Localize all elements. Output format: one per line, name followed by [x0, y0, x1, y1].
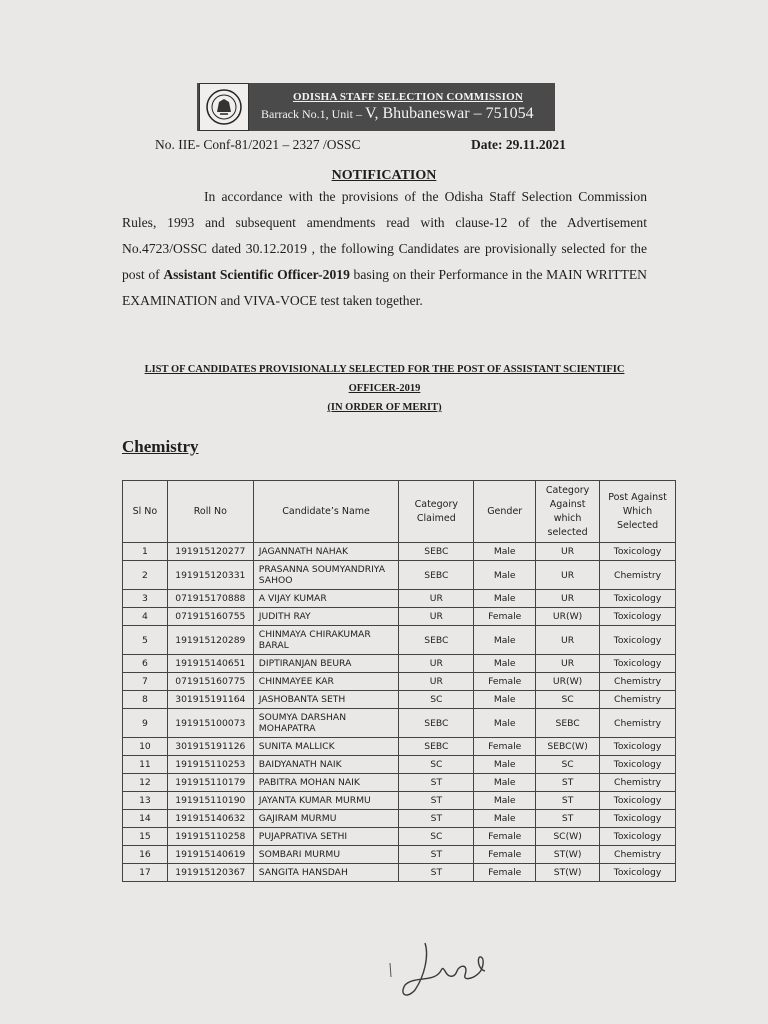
table-row	[123, 792, 676, 810]
organization-address: Barrack No.1, Unit – V, Bhubaneswar – 751054	[261, 105, 534, 122]
roll-no-cell: 191915110190	[167, 792, 253, 810]
roll-no-cell: 301915191126	[167, 738, 253, 756]
category-claimed-cell: SEBC	[399, 738, 474, 756]
post-selected-cell: Chemistry	[600, 774, 676, 792]
list-heading: LIST OF CANDIDATES PROVISIONALLY SELECTED FOR THE POST OF ASSISTANT SCIENTIFIC OFFICER-2019 (IN ORDER OF MERIT)	[144, 364, 625, 413]
gender-cell: Male	[474, 626, 536, 655]
header-sl-no: Sl No	[123, 481, 168, 543]
letterhead	[197, 83, 555, 131]
category-selected-cell: UR	[536, 626, 600, 655]
sl-no-cell: 15	[123, 828, 168, 846]
category-claimed-cell: UR	[399, 673, 474, 691]
category-selected-cell: UR(W)	[536, 673, 600, 691]
roll-no-cell: 191915120331	[167, 561, 253, 590]
handwritten-signature	[385, 935, 495, 1005]
header-candidate-name: Candidate’s Name	[253, 481, 399, 543]
sl-no-cell: 9	[123, 709, 168, 738]
candidate-name-cell: JAGANNATH NAHAK	[253, 543, 399, 561]
post-selected-cell: Toxicology	[600, 608, 676, 626]
post-selected-cell: Toxicology	[600, 655, 676, 673]
sl-no-cell: 12	[123, 774, 168, 792]
post-selected-cell: Chemistry	[600, 561, 676, 590]
header-gender: Gender	[474, 481, 536, 543]
candidate-name-cell: DIPTIRANJAN BEURA	[253, 655, 399, 673]
roll-no-cell: 301915191164	[167, 691, 253, 709]
table-row	[123, 543, 676, 561]
category-selected-cell: UR	[536, 543, 600, 561]
post-selected-cell: Toxicology	[600, 590, 676, 608]
category-selected-cell: SEBC	[536, 709, 600, 738]
post-selected-cell: Toxicology	[600, 543, 676, 561]
organization-name: ODISHA STAFF SELECTION COMMISSION	[292, 91, 523, 103]
candidate-name-cell: GAJIRAM MURMU	[253, 810, 399, 828]
sl-no-cell: 17	[123, 864, 168, 882]
sl-no-cell: 11	[123, 756, 168, 774]
gender-cell: Male	[474, 561, 536, 590]
category-claimed-cell: ST	[399, 846, 474, 864]
category-selected-cell: SC	[536, 756, 600, 774]
sl-no-cell: 13	[123, 792, 168, 810]
sl-no-cell: 16	[123, 846, 168, 864]
candidate-name-cell: PUJAPRATIVA SETHI	[253, 828, 399, 846]
post-selected-cell: Toxicology	[600, 792, 676, 810]
table-row	[123, 709, 676, 738]
category-selected-cell: UR	[536, 561, 600, 590]
post-selected-cell: Toxicology	[600, 756, 676, 774]
category-selected-cell: UR	[536, 590, 600, 608]
sl-no-cell: 6	[123, 655, 168, 673]
table-row	[123, 655, 676, 673]
category-claimed-cell: UR	[399, 590, 474, 608]
table-row	[123, 673, 676, 691]
sl-no-cell: 14	[123, 810, 168, 828]
roll-no-cell: 191915120277	[167, 543, 253, 561]
category-claimed-cell: UR	[399, 655, 474, 673]
candidate-name-cell: PRASANNA SOUMYANDRIYA SAHOO	[253, 561, 399, 590]
candidate-name-cell: A VIJAY KUMAR	[253, 590, 399, 608]
table-row	[123, 561, 676, 590]
roll-no-cell: 191915140651	[167, 655, 253, 673]
post-selected-cell: Toxicology	[600, 828, 676, 846]
category-claimed-cell: SEBC	[399, 626, 474, 655]
roll-no-cell: 191915110253	[167, 756, 253, 774]
table-row	[123, 846, 676, 864]
category-selected-cell: SEBC(W)	[536, 738, 600, 756]
gender-cell: Male	[474, 810, 536, 828]
category-claimed-cell: SC	[399, 756, 474, 774]
category-claimed-cell: ST	[399, 864, 474, 882]
table-row	[123, 608, 676, 626]
category-selected-cell: ST	[536, 774, 600, 792]
roll-no-cell: 191915110179	[167, 774, 253, 792]
gender-cell: Male	[474, 756, 536, 774]
table-row	[123, 626, 676, 655]
category-selected-cell: ST	[536, 792, 600, 810]
reference-number: No. IIE- Conf-81/2021 – 2327 /OSSC	[155, 137, 361, 152]
gender-cell: Female	[474, 828, 536, 846]
category-selected-cell: SC	[536, 691, 600, 709]
post-name: Assistant Scientific Officer-2019	[163, 267, 350, 282]
table-row	[123, 756, 676, 774]
gender-cell: Male	[474, 590, 536, 608]
table-row	[123, 864, 676, 882]
notification-body: In accordance with the provisions of the Odisha Staff Selection Commission Rules, 1993 and subsequent amendments read with clause-12 of the Advertisement No.4723/OSSC dated 30.12.2019 , the following Candidates are provisionally selected for the post of Assistant Scientific Officer-2019 basing on their Performance in the MAIN WRITTEN EXAMINATION and VIVA-VOCE test taken together.	[122, 189, 648, 308]
header-category-selected: Category Against which selected	[536, 481, 600, 543]
category-selected-cell: ST	[536, 810, 600, 828]
post-selected-cell: Toxicology	[600, 810, 676, 828]
table-header-row	[123, 481, 676, 543]
candidate-name-cell: JAYANTA KUMAR MURMU	[253, 792, 399, 810]
post-selected-cell: Chemistry	[600, 846, 676, 864]
gender-cell: Male	[474, 792, 536, 810]
sl-no-cell: 10	[123, 738, 168, 756]
table-row	[123, 590, 676, 608]
roll-no-cell: 191915120367	[167, 864, 253, 882]
category-claimed-cell: SC	[399, 828, 474, 846]
state-emblem-icon	[199, 83, 249, 131]
roll-no-cell: 071915160755	[167, 608, 253, 626]
category-claimed-cell: SEBC	[399, 543, 474, 561]
post-selected-cell: Chemistry	[600, 673, 676, 691]
category-claimed-cell: ST	[399, 774, 474, 792]
candidate-name-cell: SOUMYA DARSHAN MOHAPATRA	[253, 709, 399, 738]
category-claimed-cell: SEBC	[399, 561, 474, 590]
roll-no-cell: 191915140619	[167, 846, 253, 864]
post-selected-cell: Chemistry	[600, 709, 676, 738]
gender-cell: Male	[474, 709, 536, 738]
header-roll-no: Roll No	[167, 481, 253, 543]
category-claimed-cell: SC	[399, 691, 474, 709]
header-category-claimed: Category Claimed	[399, 481, 474, 543]
sl-no-cell: 4	[123, 608, 168, 626]
gender-cell: Male	[474, 691, 536, 709]
notification-date: Date: 29.11.2021	[471, 137, 566, 152]
candidate-name-cell: SANGITA HANSDAH	[253, 864, 399, 882]
sl-no-cell: 1	[123, 543, 168, 561]
candidate-name-cell: SUNITA MALLICK	[253, 738, 399, 756]
candidate-name-cell: JUDITH RAY	[253, 608, 399, 626]
section-title: Chemistry	[122, 437, 199, 456]
candidate-name-cell: CHINMAYEE KAR	[253, 673, 399, 691]
gender-cell: Female	[474, 673, 536, 691]
category-selected-cell: SC(W)	[536, 828, 600, 846]
sl-no-cell: 2	[123, 561, 168, 590]
category-selected-cell: UR	[536, 655, 600, 673]
candidate-name-cell: SOMBARI MURMU	[253, 846, 399, 864]
gender-cell: Female	[474, 846, 536, 864]
roll-no-cell: 191915140632	[167, 810, 253, 828]
category-selected-cell: ST(W)	[536, 846, 600, 864]
post-selected-cell: Toxicology	[600, 626, 676, 655]
candidate-name-cell: CHINMAYA CHIRAKUMAR BARAL	[253, 626, 399, 655]
table-row	[123, 810, 676, 828]
candidate-name-cell: BAIDYANATH NAIK	[253, 756, 399, 774]
table-row	[123, 691, 676, 709]
table-row	[123, 774, 676, 792]
category-selected-cell: UR(W)	[536, 608, 600, 626]
post-selected-cell: Toxicology	[600, 738, 676, 756]
category-claimed-cell: ST	[399, 792, 474, 810]
roll-no-cell: 191915120289	[167, 626, 253, 655]
roll-no-cell: 071915170888	[167, 590, 253, 608]
candidates-table	[122, 480, 676, 882]
table-row	[123, 738, 676, 756]
gender-cell: Male	[474, 543, 536, 561]
category-selected-cell: ST(W)	[536, 864, 600, 882]
sl-no-cell: 8	[123, 691, 168, 709]
sl-no-cell: 5	[123, 626, 168, 655]
roll-no-cell: 191915110258	[167, 828, 253, 846]
gender-cell: Male	[474, 655, 536, 673]
candidate-name-cell: PABITRA MOHAN NAIK	[253, 774, 399, 792]
sl-no-cell: 7	[123, 673, 168, 691]
category-claimed-cell: SEBC	[399, 709, 474, 738]
gender-cell: Female	[474, 608, 536, 626]
notification-title: NOTIFICATION	[331, 168, 437, 183]
roll-no-cell: 191915100073	[167, 709, 253, 738]
gender-cell: Female	[474, 864, 536, 882]
post-selected-cell: Chemistry	[600, 691, 676, 709]
sl-no-cell: 3	[123, 590, 168, 608]
roll-no-cell: 071915160775	[167, 673, 253, 691]
candidate-name-cell: JASHOBANTA SETH	[253, 691, 399, 709]
gender-cell: Female	[474, 738, 536, 756]
header-post-selected: Post Against Which Selected	[600, 481, 676, 543]
category-claimed-cell: ST	[399, 810, 474, 828]
table-row	[123, 828, 676, 846]
category-claimed-cell: UR	[399, 608, 474, 626]
gender-cell: Male	[474, 774, 536, 792]
post-selected-cell: Toxicology	[600, 864, 676, 882]
